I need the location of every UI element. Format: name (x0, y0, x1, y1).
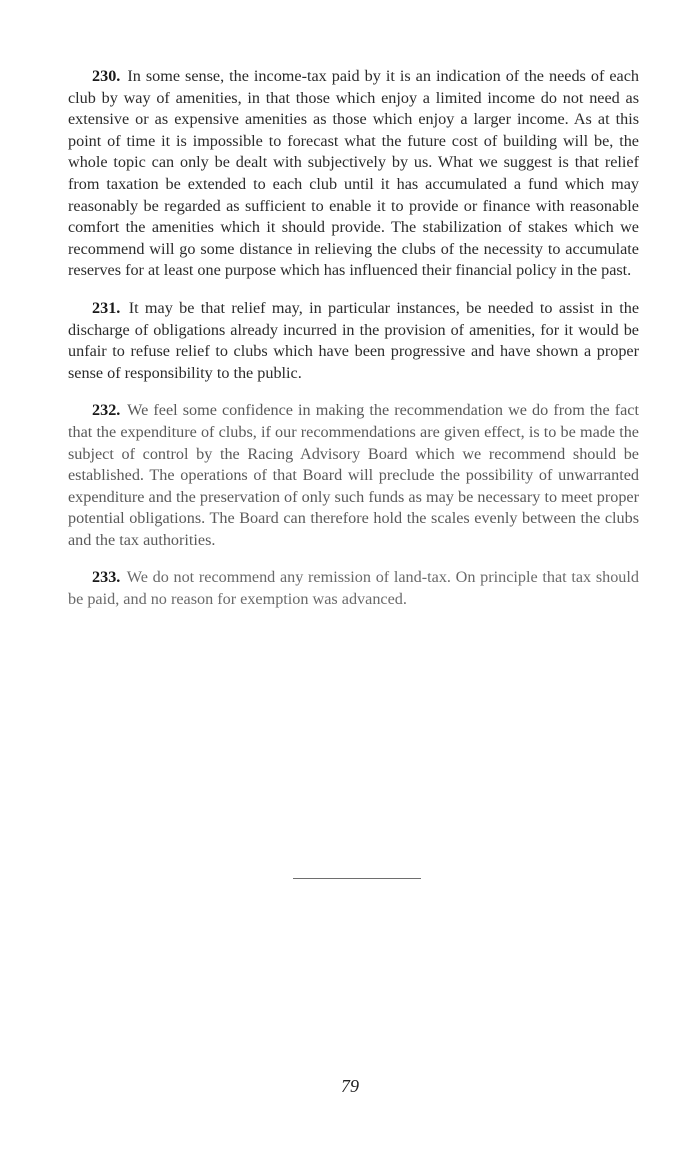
paragraph-number: 230. (92, 67, 121, 85)
text-column (68, 66, 639, 627)
paragraph-number: 233. (92, 568, 121, 587)
paragraph-232 (68, 400, 639, 551)
paragraph-231 (68, 298, 639, 384)
page-number: 79 (341, 1076, 359, 1096)
section-divider-rule (293, 878, 421, 879)
paragraph-text: In some sense, the income-tax paid by it is an indication of the needs of each club by way of amenities, in that those which enjoy a limited income do not need as extensive or as expensive amenities as those which enjoy a larger income. As at this point of time it is impossible to forecast what the future cost of building will be, the whole topic can only be dealt with subjectively by us. What we suggest is that relief from taxation be extended to each club until it has accumulated a fund which may reasonably be regarded as sufficient to enable it to provide or finance with reasonable comfort the amenities which it should provide. The stabilization of stakes which we recommend will go some distance in relieving the clubs of the necessity to accumulate reserves for at least one purpose which has influenced their financial policy in the past. (68, 67, 639, 280)
paragraph-number: 232. (92, 401, 121, 420)
paragraph-230 (68, 66, 639, 282)
paragraph-text: We feel some confidence in making the recommendation we do from the fact that the expenditure of clubs, if our recommendations are given effect, is to be made the subject of control by the Racing Advisory Board which we recommend should be established. The operations of that Board will preclude the possibility of unwarranted expenditure and the preservation of only such funds as may be necessary to meet proper potential obligations. The Board can therefore hold the scales evenly between the clubs and the tax authorities. (68, 401, 639, 549)
paragraph-number: 231. (92, 298, 121, 317)
paragraph-text: It may be that relief may, in particular instances, be needed to assist in the discharge of obligations already incurred in the provision of amenities, for it would be unfair to refuse relief to clubs which have been progressive and have shown a proper sense of responsibility to the public. (68, 298, 640, 382)
paragraph-text: We do not recommend any remission of land-tax. On principle that tax should be paid, and no reason for exemption was advanced. (68, 568, 639, 609)
paragraph-233 (68, 567, 639, 610)
